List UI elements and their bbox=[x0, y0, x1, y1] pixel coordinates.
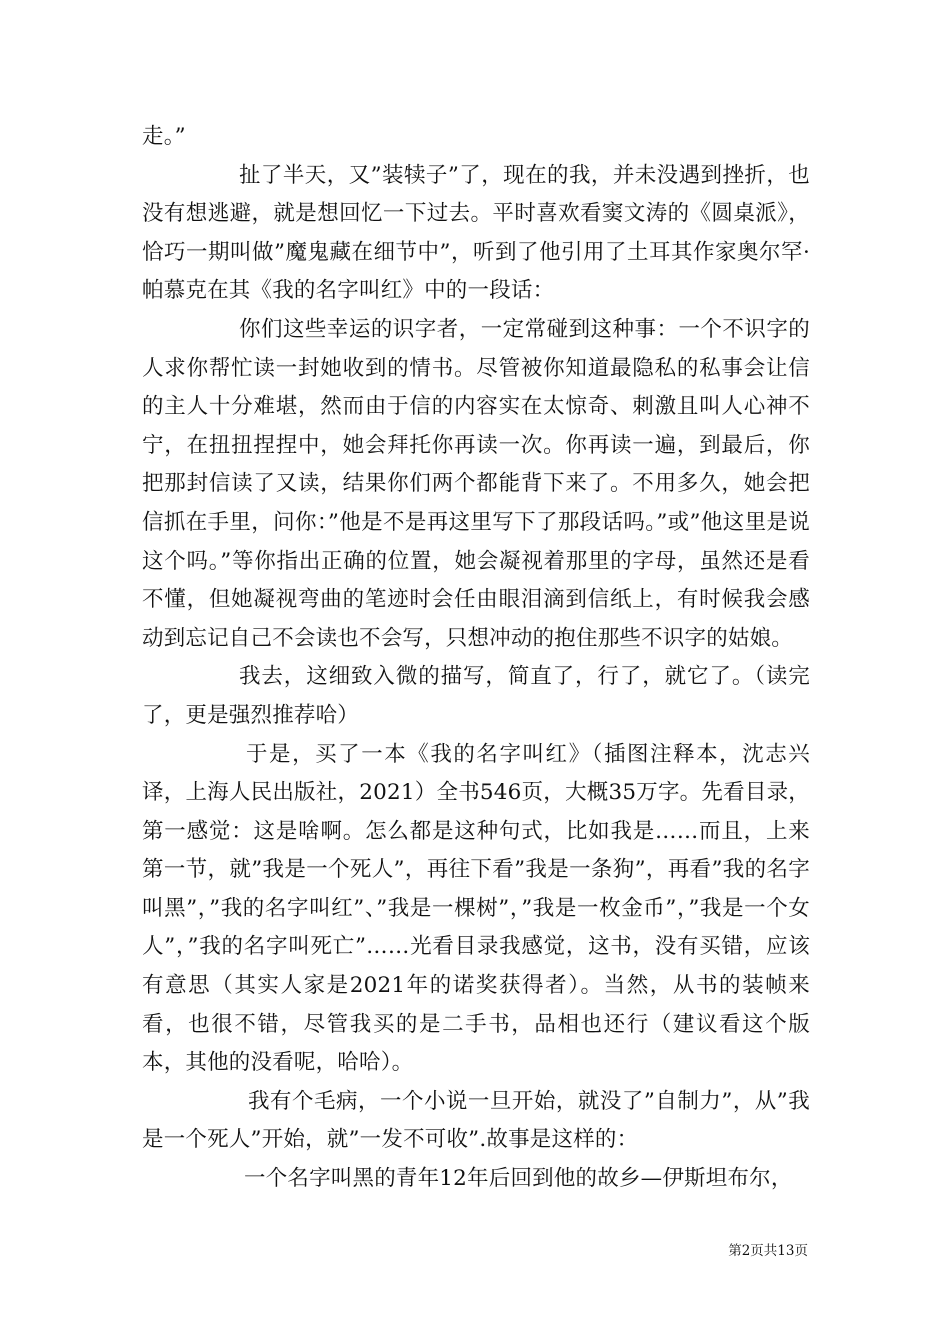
paragraph-reaction: 我去，这细致入微的描写，简直了，行了，就它了。（读完了，更是强烈推荐哈） bbox=[142, 664, 810, 728]
paragraph-story-start: 一个名字叫黑的青年12年后回到他的故乡—伊斯坦布尔， bbox=[244, 1166, 793, 1192]
paragraph-purchase: 于是，买了一本《我的名字叫红》（插图注释本，沈志兴译，上海人民出版社，2021）全书546页，大概35万字。先看目录，第一感觉：这是啥啊。怎么都是这种句式，比如我是……而且，上来第一节，就”我是一个死人”，再往下看”我是一条狗”，再看”我的名字叫黑”，”我的名字叫红”、”我是一棵树”，”我是一枚金币”，”我是一个女人”，”我的名字叫死亡”……光看目录我感觉，这书，没有买错，应该有意思（其实人家是2021年的诺奖获得者）。当然，从书的装帧来看，也很不错，尽管我买的是二手书，品相也还行（建议看这个版本，其他的没看呢，哈哈）。 bbox=[142, 741, 810, 1076]
paragraph-quote: 你们这些幸运的识字者，一定常碰到这种事：一个不识字的人求你帮忙读一封她收到的情书。尽管被你知道最隐私的私事会让信的主人十分难堪，然而由于信的内容实在太惊奇、刺激且叫人心神不宁，在扭扭捏捏中，她会拜托你再读一次。你再读一遍，到最后，你把那封信读了又读，结果你们两个都能背下来了。不用多久，她会把信抓在手里，问你：”他是不是再这里写下了那段话吗。”或”他这里是说这个吗。”等你指出正确的位置，她会凝视着那里的字母，虽然还是看不懂，但她凝视弯曲的笔迹时会任由眼泪滴到信纸上，有时候我会感动到忘记自己不会读也不会写，只想冲动的抱住那些不识字的姑娘。 bbox=[142, 316, 810, 651]
page-number: 第2页共13页 bbox=[728, 1243, 808, 1259]
page-footer bbox=[0, 1242, 950, 1260]
paragraph-yuanzhuopai: 扯了半天，又”装犊子”了，现在的我，并未没遇到挫折，也没有想逃避，就是想回忆一下过去。平时喜欢看窦文涛的《圆桌派》，恰巧一期叫做”魔鬼藏在细节中”，听到了他引用了土耳其作家奥尔罕·帕慕克在其《我的名字叫红》中的一段话： bbox=[142, 162, 810, 304]
paragraph-continuation: 走。” bbox=[142, 124, 186, 149]
paragraph-habit: 我有个毛病，一个小说一旦开始，就没了”自制力”，从”我是一个死人”开始，就”一发不可收”.故事是这样的： bbox=[142, 1088, 810, 1153]
document-body bbox=[142, 118, 810, 1199]
